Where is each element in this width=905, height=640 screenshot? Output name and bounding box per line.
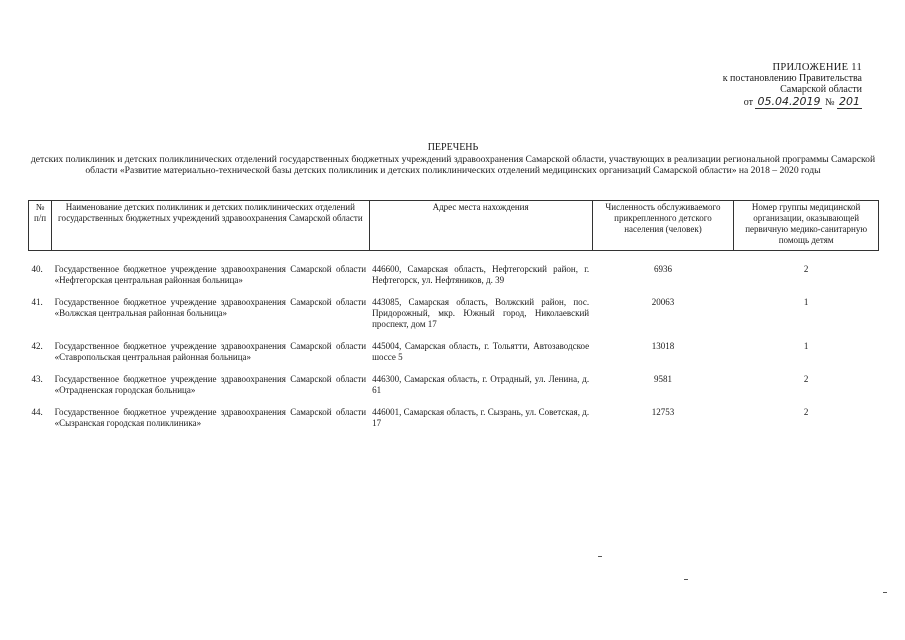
row-group: 1 bbox=[803, 341, 809, 351]
number-prefix: № bbox=[824, 97, 835, 108]
scan-speck bbox=[598, 556, 602, 557]
row-address: 446001, Самарская область, г. Сызрань, ул. Советская, д. 17 bbox=[372, 407, 590, 428]
row-num: 41. bbox=[31, 297, 43, 307]
table-row bbox=[29, 341, 879, 374]
row-address: 446300, Самарская область, г. Отрадный, ул. Ленина, д. 61 bbox=[372, 374, 590, 395]
document-subtitle: детских поликлиник и детских поликлинических отделений государственных бюджетных учреждений здравоохранения Самарской области, участвующих в реализации региональной программы Самарской области «Развитие материально-технической базы детских поликлиник и детских поликлинических отделений медицинских организаций Самарской области» на 2018 – 2020 годы bbox=[30, 153, 876, 177]
row-name: Государственное бюджетное учреждение здравоохранения Самарской области «Нефтегорская центральная районная больница» bbox=[54, 264, 367, 285]
appendix-decree-line: к постановлению Правительства bbox=[722, 73, 862, 84]
row-num: 44. bbox=[31, 407, 43, 417]
appendix-block bbox=[712, 62, 862, 108]
document-title: ПЕРЕЧЕНЬ bbox=[427, 142, 479, 153]
row-name: Государственное бюджетное учреждение здравоохранения Самарской области «Отрадненская городская больница» bbox=[54, 374, 367, 395]
row-num: 40. bbox=[31, 264, 43, 274]
row-address: 446600, Самарская область, Нефтегорский район, г. Нефтегорск, ул. Нефтяников, д. 39 bbox=[372, 264, 590, 285]
document-heading bbox=[28, 142, 878, 177]
table-row bbox=[29, 264, 879, 297]
date-prefix: от bbox=[743, 97, 753, 108]
row-population: 12753 bbox=[651, 407, 675, 417]
scan-speck bbox=[684, 579, 688, 580]
header-group: Номер группы медицинской организации, оказывающей первичную медико-санитарную помощь детям bbox=[734, 201, 879, 251]
table-header-row bbox=[29, 201, 879, 251]
row-num: 43. bbox=[31, 374, 43, 384]
row-group: 2 bbox=[803, 264, 809, 274]
clinics-table bbox=[28, 200, 879, 440]
appendix-title: ПРИЛОЖЕНИЕ 11 bbox=[772, 62, 862, 73]
row-address: 443085, Самарская область, Волжский район, пос. Придорожный, мкр. Южный город, Николаевский проспект, дом 17 bbox=[372, 297, 590, 329]
header-address: Адрес места нахождения bbox=[369, 201, 592, 251]
row-population: 6936 bbox=[653, 264, 672, 274]
handwritten-number: 201 bbox=[839, 95, 860, 108]
row-population: 20063 bbox=[651, 297, 675, 307]
table-row bbox=[29, 407, 879, 440]
table-row bbox=[29, 374, 879, 407]
appendix-date-line bbox=[712, 96, 862, 108]
row-group: 2 bbox=[803, 374, 809, 384]
row-population: 9581 bbox=[653, 374, 672, 384]
scan-speck bbox=[883, 592, 887, 593]
appendix-region-line: Самарской области bbox=[780, 84, 862, 95]
row-name: Государственное бюджетное учреждение здравоохранения Самарской области «Волжская центральная районная больница» bbox=[54, 297, 367, 318]
handwritten-date: 05.04.2019 bbox=[757, 95, 821, 108]
table-row bbox=[29, 297, 879, 341]
row-name: Государственное бюджетное учреждение здравоохранения Самарской области «Сызранская городская поликлиника» bbox=[54, 407, 367, 428]
row-num: 42. bbox=[31, 341, 43, 351]
header-name: Наименование детских поликлиник и детских поликлинических отделений государственных бюджетных учреждений здравоохранения Самарской области bbox=[52, 201, 369, 251]
row-group: 2 bbox=[803, 407, 809, 417]
row-address: 445004, Самарская область, г. Тольятти, Автозаводское шоссе 5 bbox=[372, 341, 590, 362]
row-group: 1 bbox=[803, 297, 809, 307]
row-population: 13018 bbox=[651, 341, 675, 351]
row-name: Государственное бюджетное учреждение здравоохранения Самарской области «Ставропольская центральная районная больница» bbox=[54, 341, 367, 362]
header-population: Численность обслуживаемого прикрепленного детского населения (человек) bbox=[592, 201, 734, 251]
header-num: № п/п bbox=[29, 201, 52, 251]
